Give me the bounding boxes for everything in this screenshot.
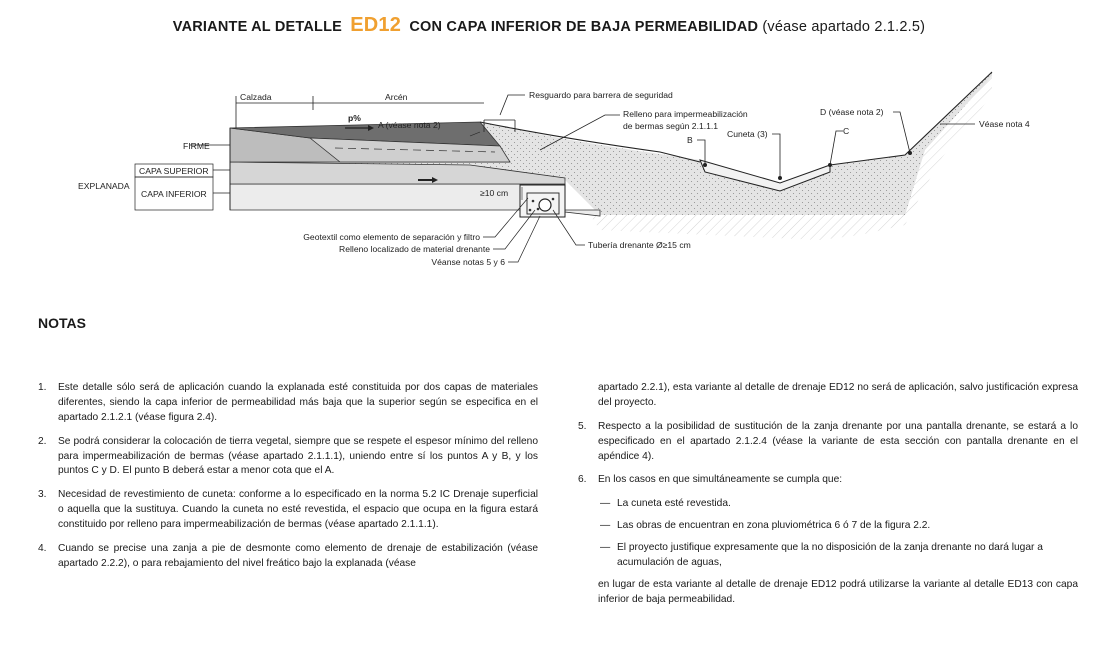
note-1: 1. Este detalle sólo será de aplicación cuando la explanada esté constituida por dos capas de materiales diferentes, siendo la capa inferior de permeabilidad más baja que la superior según se especifica en el apartado 2.1.2.1 (véase figura 2.4).: [38, 382, 538, 423]
note-4: 4. Cuando se precise una zanja a pie de desmonte como elemento de drenaje de estabilización (véase apartado 2.2.2), o para rebajamiento del nivel freático bajo la explanada (véase: [38, 543, 538, 569]
title-code: ED12: [350, 14, 402, 36]
note-6-closing: en lugar de esta variante al detalle de drenaje ED12 podrá utilizarse la variante al detalle ED13 con capa inferior de baja permeabilidad.: [598, 578, 1078, 605]
label-relleno-line2: de bermas según 2.1.1.1: [623, 121, 719, 131]
label-point-a: A (véase nota 2): [378, 120, 441, 130]
note-6-bullet: — Las obras de encuentran en zona pluviométrica 6 ó 7 de la figura 2.2.: [600, 520, 931, 532]
label-point-d: D (véase nota 2): [820, 107, 884, 117]
title-reference: (véase apartado 2.1.2.5): [762, 19, 926, 35]
label-relleno-localizado: Relleno localizado de material drenante: [339, 244, 490, 254]
note-4-continuation: apartado 2.2.1), esta variante al detalle de drenaje ED12 no será de aplicación, salvo justificación expresa del proyecto.: [598, 382, 1078, 408]
label-tuberia: Tubería drenante Ø≥15 cm: [588, 240, 691, 250]
label-point-b: B: [687, 135, 693, 145]
label-cuneta: Cuneta (3): [727, 129, 768, 139]
notes-heading: NOTAS: [38, 315, 86, 331]
label-arcen: Arcén: [385, 92, 408, 102]
note-3: 3. Necesidad de revestimiento de cuneta: conforme a lo especificado en la norma 5.2 IC Drenaje superficial o aquella que la sustituya. Cuando la cuneta no esté revestida, el espacio que ocupa en la figura estará constituido por relleno para impermeabilización de bermas (véase apartado 2.1.1.1).: [38, 489, 538, 531]
label-slope: p%: [348, 113, 361, 123]
note-6-bullet: — La cuneta esté revestida.: [600, 498, 731, 510]
note-5: 5. Respecto a la posibilidad de sustitución de la zanja drenante por una pantalla drenante, se estará a lo especificado en el apartado 2.1.2.4 (véase la variante de esta sección con pantalla drenante en el apéndice 4).: [578, 420, 1078, 462]
label-explanada: EXPLANADA: [78, 181, 130, 191]
label-capa-superior: CAPA SUPERIOR: [139, 166, 209, 176]
cross-section-diagram: [0, 55, 1098, 270]
label-calzada: Calzada: [240, 92, 272, 102]
label-resguardo: Resguardo para barrera de seguridad: [529, 90, 673, 100]
notes-column-right: [578, 381, 1078, 617]
label-firme: FIRME: [183, 141, 210, 151]
label-vease-nota4: Véase nota 4: [979, 119, 1030, 129]
drain-pipe-icon: [539, 199, 551, 211]
label-min-10: ≥10 cm: [480, 188, 509, 198]
title-prefix: VARIANTE AL DETALLE: [172, 19, 343, 35]
page-title: [0, 14, 1098, 37]
notes-column-left: [38, 381, 538, 581]
title-suffix: CON CAPA INFERIOR DE BAJA PERMEABILIDAD: [409, 19, 759, 35]
note-6-bullet: — El proyecto justifique expresamente que la no disposición de la zanja drenante no dará lugar a acumulación de aguas,: [600, 542, 1043, 569]
label-geotextil: Geotextil como elemento de separación y filtro: [303, 232, 480, 242]
label-relleno-line1: Relleno para impermeabilización: [623, 109, 748, 119]
note-6: 6. En los casos en que simultáneamente se cumpla que:: [578, 474, 843, 486]
label-vease-notas56: Véanse notas 5 y 6: [431, 257, 505, 267]
label-capa-inferior: CAPA INFERIOR: [141, 189, 207, 199]
note-2: 2. Se podrá considerar la colocación de tierra vegetal, siempre que se respete el espesor mínimo del relleno para impermeabilización de bermas (véase apartado 2.1.1.1), uniendo entre sí los puntos A y B, y los puntos C y D. El punto B deberá estar a menor cota que el A.: [38, 435, 538, 477]
label-point-c: C: [843, 126, 850, 136]
